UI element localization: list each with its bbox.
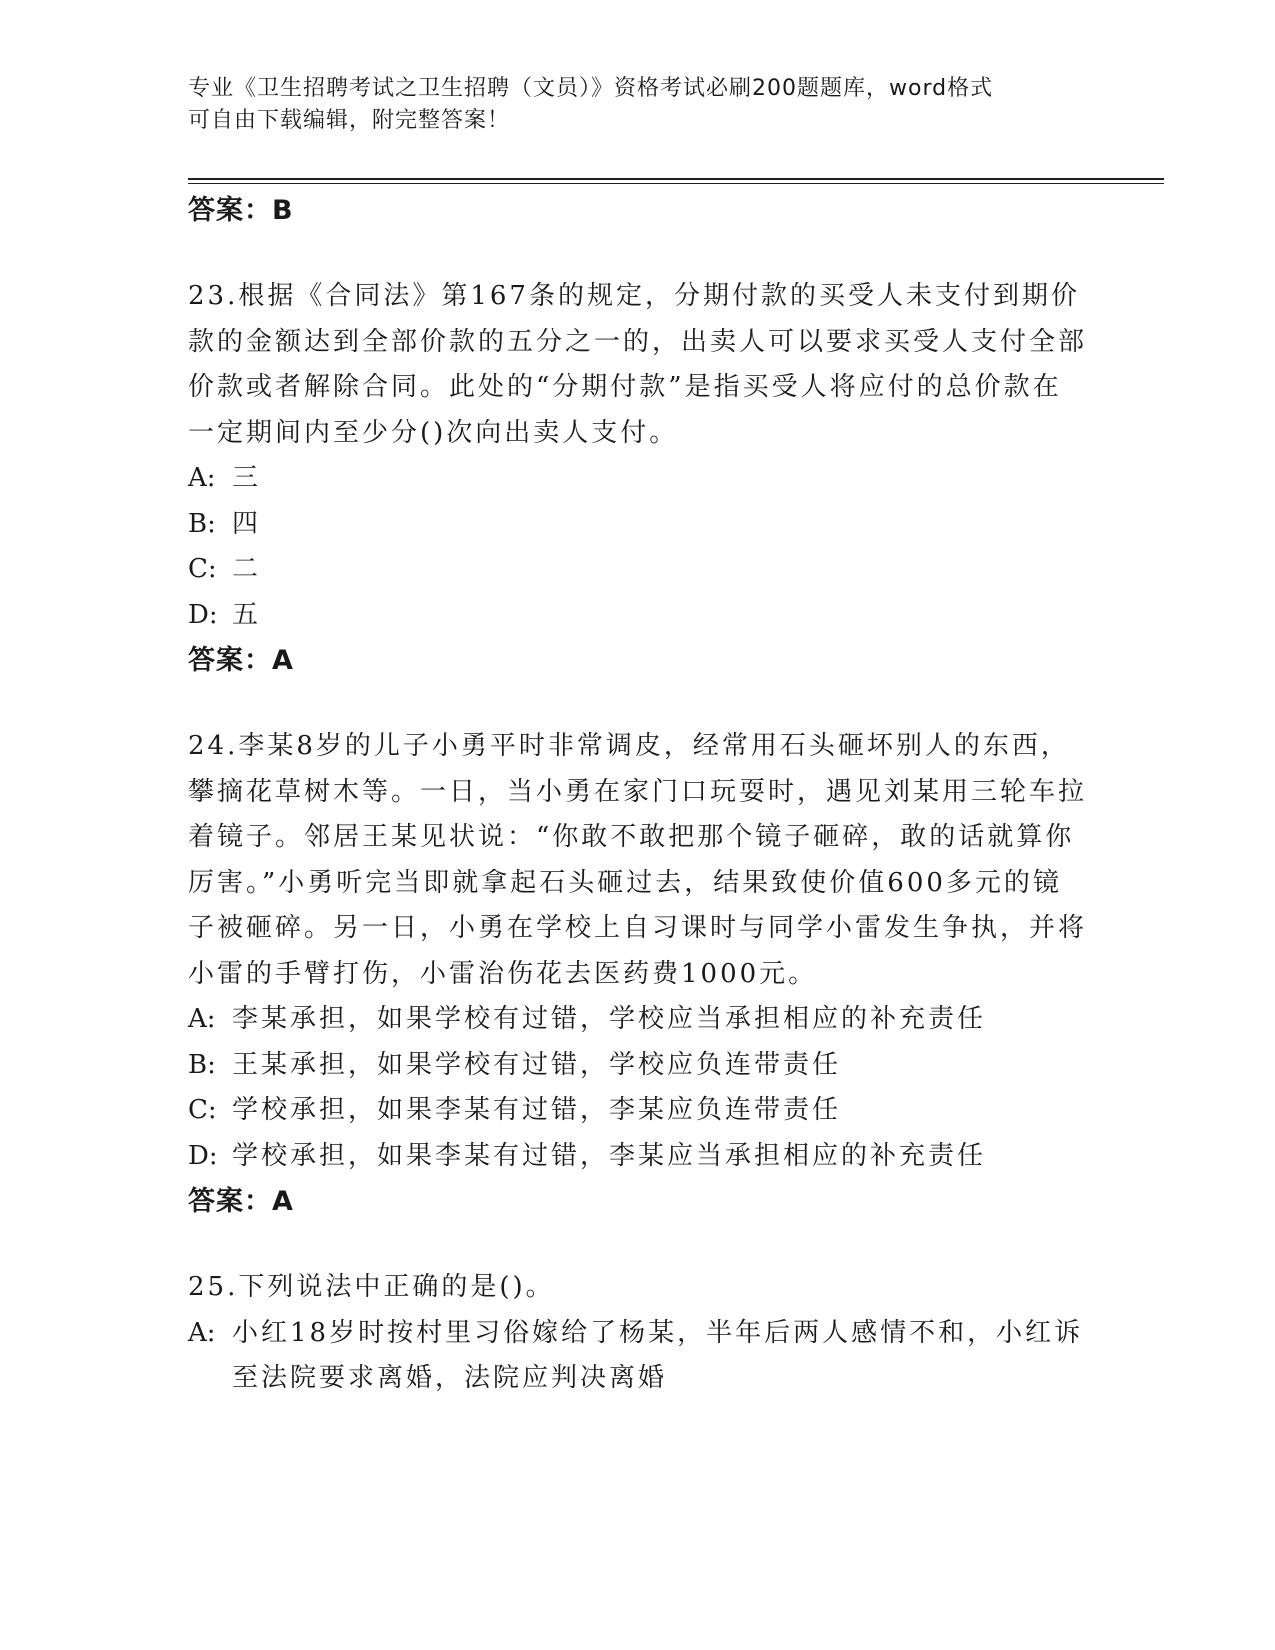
- header-divider-thin: [188, 183, 1164, 184]
- option-text: 二: [232, 554, 262, 584]
- option-letter: A:: [188, 463, 216, 493]
- question-stem: 24.李某8岁的儿子小勇平时非常调皮，经常用石头砸坏别人的东西，攀摘花草树木等。一日，当小勇在家门口玩耍时，遇见刘某用三轮车拉着镜子。邻居王某见状说：“你敢不敢把那个镜子砸碎，敢的话就算你厉害。”小勇听完当即就拿起石头砸过去，结果致使价值600多元的镜子被砸碎。另一日，小勇在学校上自习课时与同学小雷发生争执，并将小雷的手臂打伤，小雷治伤花去医药费1000元。: [188, 731, 1088, 989]
- document-body: [188, 188, 1088, 1402]
- option-c: [188, 547, 1088, 593]
- option-text: 小红18岁时按村里习俗嫁给了杨某，半年后两人感情不和，小红诉至法院要求离婚，法院应判决离婚: [232, 1317, 1084, 1393]
- question-block: [188, 724, 1088, 1225]
- header-divider-thick: [188, 178, 1164, 180]
- answer-line: 答案：A: [188, 645, 294, 676]
- option-a: [188, 456, 1088, 502]
- option-d: [188, 593, 1088, 639]
- option-letter: B:: [188, 1049, 216, 1080]
- option-b: [188, 502, 1088, 548]
- spacer: [188, 684, 1088, 724]
- option-text: 五: [232, 599, 262, 630]
- spacer: [188, 1225, 1088, 1265]
- question-stem: 23.根据《合同法》第167条的规定，分期付款的买受人未支付到期价款的金额达到全部价款的五分之一的，出卖人可以要求买受人支付全部价款或者解除合同。此处的“分期付款”是指买受人将应付的总价款在一定期间内至少分()次向出卖人支付。: [188, 281, 1088, 448]
- option-d: [188, 1134, 1088, 1180]
- option-b: [188, 1043, 1088, 1089]
- header-line-1: 专业《卫生招聘考试之卫生招聘（文员）》资格考试必刷200题题库，word格式: [188, 76, 994, 101]
- option-letter: C:: [188, 1095, 217, 1125]
- question-block: [188, 274, 1088, 684]
- option-a: [188, 1311, 1088, 1402]
- answer-line: 答案：A: [188, 1186, 294, 1217]
- option-letter: A:: [188, 1317, 216, 1348]
- option-text: 学校承担，如果李某有过错，李某应当承担相应的补充责任: [232, 1140, 987, 1171]
- header-line-2: 可自由下载编辑，附完整答案！: [188, 108, 511, 133]
- question-block: [188, 1265, 1088, 1402]
- option-text: 三: [232, 463, 262, 493]
- option-text: 学校承担，如果李某有过错，李某应负连带责任: [232, 1095, 842, 1125]
- page-header: [188, 73, 1088, 137]
- answer-line: 答案：B: [188, 195, 294, 226]
- option-letter: D:: [188, 1140, 218, 1171]
- option-letter: D:: [188, 599, 218, 630]
- option-a: [188, 997, 1088, 1043]
- option-text: 王某承担，如果学校有过错，学校应负连带责任: [232, 1049, 842, 1080]
- option-text: 四: [232, 508, 262, 539]
- spacer: [188, 234, 1088, 274]
- option-c: [188, 1088, 1088, 1134]
- option-letter: C:: [188, 554, 217, 584]
- question-stem: 25.下列说法中正确的是()。: [188, 1272, 555, 1302]
- option-text: 李某承担，如果学校有过错，学校应当承担相应的补充责任: [232, 1004, 987, 1034]
- option-letter: B:: [188, 508, 216, 539]
- option-letter: A:: [188, 1004, 216, 1034]
